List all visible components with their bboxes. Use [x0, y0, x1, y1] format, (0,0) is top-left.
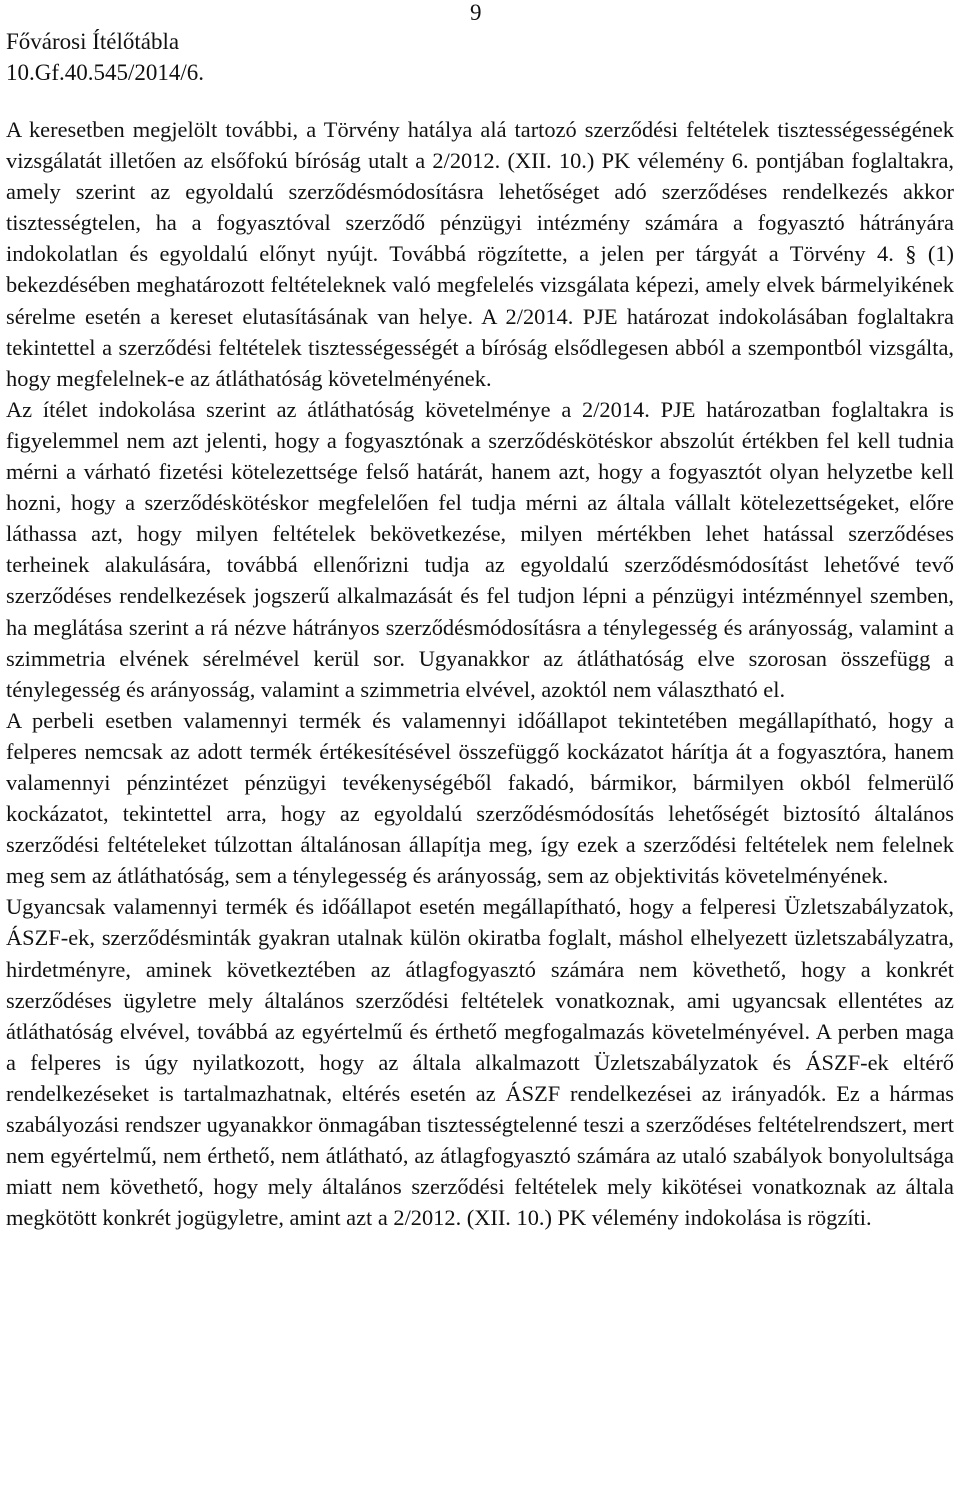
paragraph-2: Az ítélet indokolása szerint az átláthatóság követelménye a 2/2014. PJE határozatban foglaltakra is figyelemmel nem azt jelenti, hogy a fogyasztónak a szerződéskötéskor abszolút értékben fel kell tudnia mérni a várható fizetési kötelezettsége felső határát, hanem azt, hogy a fogyasztót olyan helyzetbe kell hozni, hogy a szerződéskötéskor megfelelően fel tudja mérni az általa vállalt kötelezettségeket, előre láthassa azt, hogy milyen feltételek bekövetkezése, milyen mértékben lehet hatással szerződéses terheinek alakulására, továbbá ellenőrizni tudja az egyoldalú szerződésmódosítást lehetővé tevő szerződéses rendelkezések jogszerű alkalmazását és fel tudjon lépni a pénzügyi intézménnyel szemben, ha meglátása szerint a rá nézve hátrányos szerződésmódosításra a ténylegesség és arányosság, valamint a szimmetria elvének sérelmével kerül sor. Ugyanakkor az átláthatóság elve szorosan összefügg a ténylegesség és arányosság, valamint a szimmetria elvével, azoktól nem választható el. — [6, 396, 954, 702]
paragraph-3: A perbeli esetben valamennyi termék és valamennyi időállapot tekintetében megállapítható, hogy a felperes nemcsak az adott termék értékesítésével összefüggő kockázatot hárítja át a fogyasztóra, hanem valamennyi pénzintézet pénzügyi tevékenységéből fakadó, bármikor, bármilyen okból felmerülő kockázatot, tekintettel arra, hogy az egyoldalú szerződésmódosítás lehetőségét biztosító általános szerződési feltételeket túlzottan általánosan állapítja meg, így ezek a szerződési feltételek nem felelnek meg sem az átláthatóság, sem a ténylegesség és arányosság, sem az objektivitás követelményének. — [6, 707, 954, 889]
document-body — [6, 114, 954, 1233]
paragraph-4: Ugyancsak valamennyi termék és időállapot esetén megállapítható, hogy a felperesi Üzletszabályzatok, ÁSZF-ek, szerződésminták gyakran utalnak külön okiratba foglalt, máshol elhelyezett üzletszabályzatra, hirdetményre, aminek következtében az átlagfogyasztó számára nem követhető, hogy a konkrét szerződéses ügyletre mely általános szerződési feltételek vonatkoznak, ami ugyancsak ellentétes az átláthatóság elvével, továbbá az egyértelmű és érthető megfogalmazás követelményével. A perben maga a felperes is úgy nyilatkozott, hogy az általa alkalmazott Üzletszabályzatok és ÁSZF-ek eltérő rendelkezéseket is tartalmazhatnak, eltérés esetén az ÁSZF rendelkezései az irányadók. Ez a hármas szabályozási rendszer ugyanakkor önmagában tisztességtelenné teszi a szerződéses feltételrendszert, mert nem egyértelmű, nem érthető, nem átlátható, az átlagfogyasztó számára az utaló szabályok bonyolultsága miatt nem követhető, hogy mely általános szerződési feltételek mely kikötései vonatkoznak az általa megkötött konkrét jogügyletre, amint azt a 2/2012. (XII. 10.) PK vélemény indokolása is rögzíti. — [6, 894, 954, 1231]
paragraph-1: A keresetben megjelölt további, a Törvény hatálya alá tartozó szerződési feltételek tisztességességének vizsgálatát illetően az elsőfokú bíróság utalt a 2/2012. (XII. 10.) PK vélemény 6. pontjában foglaltakra, amely szerint az egyoldalú szerződésmódosításra lehetőséget adó szerződéses rendelkezés akkor tisztességtelen, ha a fogyasztóval szerződő pénzügyi intézmény számára a fogyasztó hátrányára indokolatlan és egyoldalú előnyt nyújt. Továbbá rögzítette, a jelen per tárgyát a Törvény 4. § (1) bekezdésében meghatározott feltételeknek való megfelelés vizsgálata képezi, amely elvek bármelyikének sérelme esetén a kereset elutasításának van helye. A 2/2014. PJE határozat indokolásában foglaltakra tekintettel a szerződési feltételek tisztességességét a bíróság elsődlegesen abból a szempontból vizsgálta, hogy megfelelnek-e az átláthatóság követelményének. — [6, 117, 954, 391]
court-name: Fővárosi Ítélőtábla — [6, 29, 180, 54]
case-number: 10.Gf.40.545/2014/6. — [6, 60, 205, 85]
page-number: 9 — [470, 0, 482, 25]
document-header — [6, 26, 204, 88]
